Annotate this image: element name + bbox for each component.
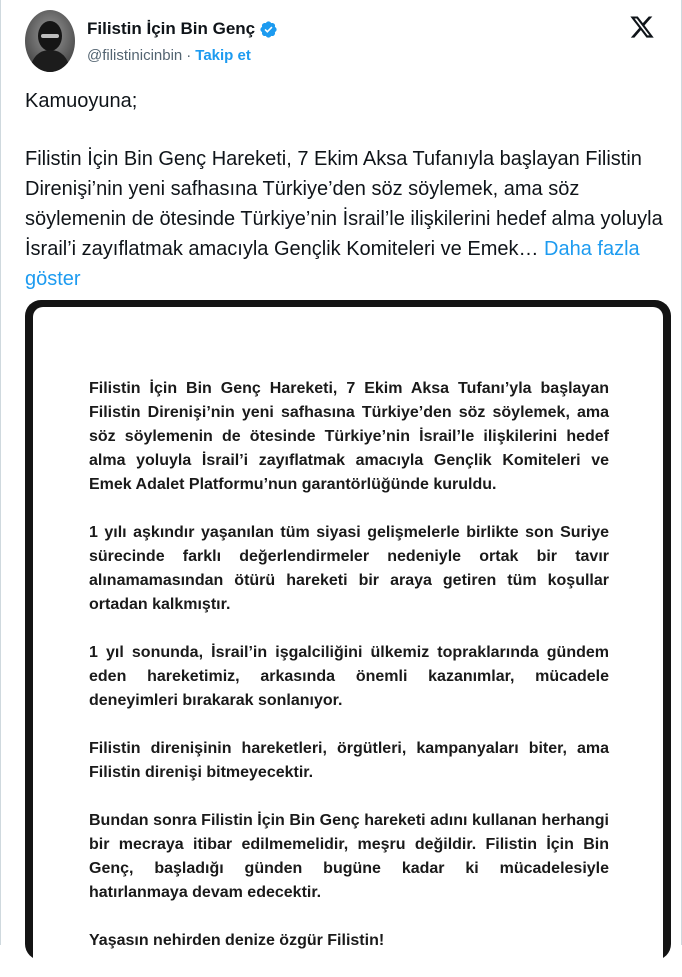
statement-paragraph: Filistin direnişinin hareketleri, örgütleri, kampanyaları biter, ama Filistin direnişi bitmeyecektir. [89, 740, 609, 781]
statement-paragraph: 1 yıl sonunda, İsrail’in işgalciliğini ülkemiz topraklarında gündem eden hareketimiz, arkasında önemli kazanımlar, mücadele deneyimleri bırakarak sonlanıyor. [89, 644, 609, 709]
statement-closing: Yaşasın nehirden denize özgür Filistin! [89, 932, 385, 949]
statement-image [33, 307, 663, 960]
statement-paragraph: Filistin İçin Bin Genç Hareketi, 7 Ekim Aksa Tufanı’yla başlayan Filistin Direnişi’nin yeni safhasına Türkiye’den söz söylemek, ama söz söylemenin de ötesinde Türkiye’nin İsrail’le ilişkilerini hedef alma yoluyla İsrail’i zayıflatmak amacıyla Gençlik Komiteleri ve Emek Adalet Platformu’nun garantörlüğünde kuruldu. [89, 380, 609, 493]
show-more-link[interactable]: Daha fazla göster [25, 238, 640, 290]
verified-badge-icon [259, 20, 278, 39]
statement-text [89, 377, 609, 977]
tweet-header [25, 10, 661, 72]
statement-paragraph: Bundan sonra Filistin İçin Bin Genç hareketi adını kullanan herhangi bir mecraya itibar edilmemelidir, meşru değildir. Filistin İçin Bin Genç, başladığı günden bugüne kadar ki mücadelesiyle hatırlanmaya devam edecektir. [89, 812, 609, 901]
handle-row [87, 47, 251, 64]
tweet-body-text: Filistin İçin Bin Genç Hareketi, 7 Ekim Aksa Tufanıyla başlayan Filistin Direnişi’nin yeni safhasına Türkiye’den söz söylemek, ama söz söylemenin de ötesinde Türkiye’nin İsrail’le ilişkilerini hedef alma yoluyla İsrail’i zayıflatmak amacıyla Gençlik Komiteleri ve Emek… [25, 148, 663, 260]
name-row [87, 19, 278, 39]
masked-figure-avatar-icon [25, 10, 75, 72]
attached-image[interactable] [25, 300, 671, 960]
tweet-text [25, 86, 665, 294]
display-name[interactable]: Filistin İçin Bin Genç [87, 19, 256, 38]
handle[interactable]: @filistinicinbin [87, 47, 183, 64]
x-logo-icon[interactable] [629, 14, 655, 40]
separator-dot: · [186, 47, 192, 64]
follow-button[interactable]: Takip et [195, 47, 251, 64]
tweet-body [25, 144, 665, 294]
tweet-greeting: Kamuoyuna; [25, 90, 138, 112]
avatar[interactable] [25, 10, 75, 72]
statement-paragraph: 1 yılı aşkındır yaşanılan tüm siyasi gelişmelerle birlikte son Suriye sürecinde farklı değerlendirmeler nedeniyle ortak bir tavır alınamamasından ötürü hareketi bir araya getiren tüm koşullar ortadan kalkmıştır. [89, 524, 609, 613]
